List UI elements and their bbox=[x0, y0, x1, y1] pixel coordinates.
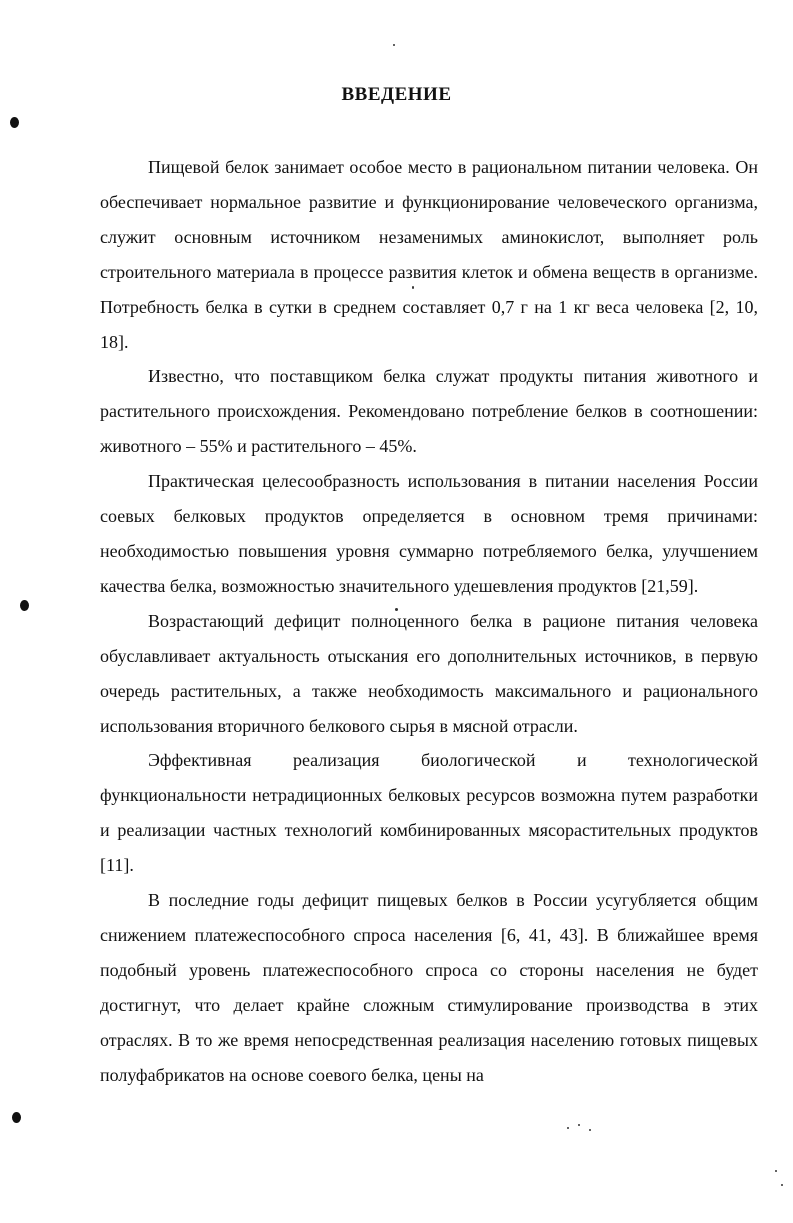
page-title: ВВЕДЕНИЕ bbox=[341, 84, 452, 105]
scan-speck bbox=[393, 44, 395, 46]
paragraph: Пищевой белок занимает особое место в рациональном питании человека. Он обеспечивает нормальное развитие и функционирование человеческого организма, служит основным источником незаменимых аминокислот, выполняет роль строительного материала в процессе развития клеток и обмена веществ в организме. Потребность белка в сутки в среднем составляет 0,7 г на 1 кг веса человека [2, 10, 18]. bbox=[100, 157, 758, 352]
scan-speck bbox=[781, 1184, 783, 1186]
paragraph: Известно, что поставщиком белка служат продукты питания животного и растительного происхождения. Рекомендовано потребление белков в соотношении: животного – 55% и растительного – 45%. bbox=[100, 366, 758, 457]
punch-hole-mark bbox=[10, 117, 19, 128]
paragraph: Практическая целесообразность использования в питании населения России соевых белковых продуктов определяется в основном тремя причинами: необходимостью повышения уровня суммарно потребляемого белка, улучшением качества белка, возможностью значительного удешевления продуктов [21,59]. bbox=[100, 471, 758, 596]
scan-speck bbox=[589, 1129, 591, 1131]
scan-speck bbox=[775, 1170, 777, 1172]
punch-hole-mark bbox=[20, 600, 29, 611]
paragraph: Эффективная реализация биологической и технологической функциональности нетрадиционных белковых ресурсов возможна путем разработки и реализации частных технологий комбинированных мясорастительных продуктов [11]. bbox=[100, 750, 758, 876]
scan-speck bbox=[567, 1127, 569, 1129]
scan-speck bbox=[578, 1124, 580, 1126]
paragraph: Возрастающий дефицит полноценного белка в рационе питания человека обуславливает актуальность отыскания его дополнительных источников, в первую очередь растительных, а также необходимость максимального и рационального использования вторичного белкового сырья в мясной отрасли. bbox=[100, 610, 758, 736]
body-text bbox=[100, 150, 758, 1092]
punch-hole-mark bbox=[12, 1112, 21, 1123]
paragraph: В последние годы дефицит пищевых белков в России усугубляется общим снижением платежеспособного спроса населения [6, 41, 43]. В ближайшее время подобный уровень платежеспособного спроса со стороны населения не будет достигнут, что делает крайне сложным стимулирование производства в этих отраслях. В то же время непосредственная реализация населению готовых пищевых полуфабрикатов на основе соевого белка, цены на bbox=[100, 890, 758, 1085]
